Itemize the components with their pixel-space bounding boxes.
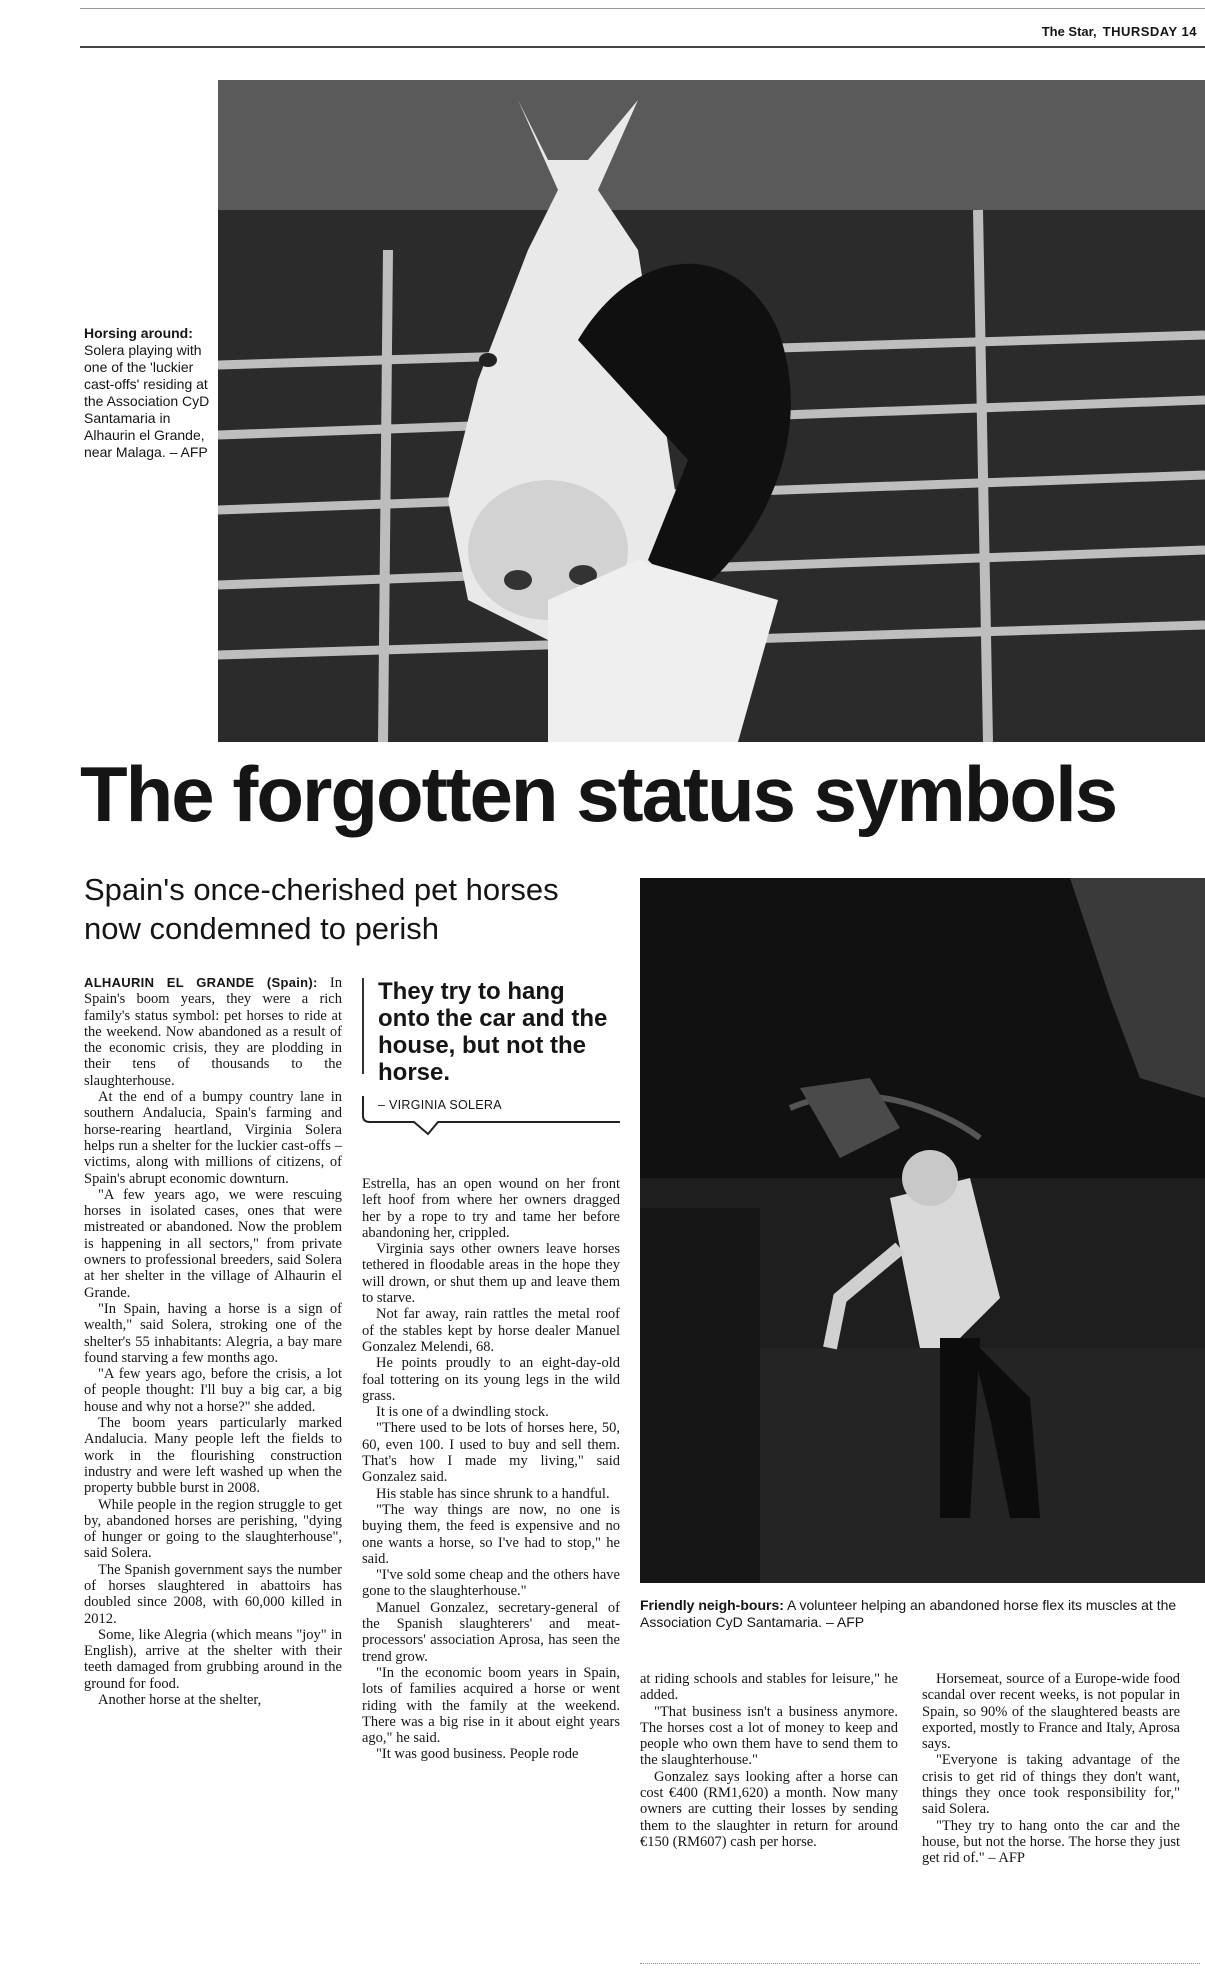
- paragraph: Manuel Gonzalez, secretary-general of the Spanish slaughterers' and meat-processors' association Aprosa, has seen the trend grow.: [362, 1599, 620, 1665]
- paragraph: [84, 975, 342, 1089]
- photo-caption-top: [84, 325, 210, 461]
- photo-horse-and-woman: [218, 80, 1205, 742]
- paragraph: "There used to be lots of horses here, 50, 60, even 100. I used to buy and sell them. That's how I made my living," said Gonzalez said.: [362, 1420, 620, 1486]
- paragraph: Virginia says other owners leave horses tethered in floodable areas in the hope they will drown, or shut them up and leave them to starve.: [362, 1241, 620, 1307]
- paragraph: "A few years ago, before the crisis, a lot of people thought: I'll buy a big car, a big house and why not a horse?" she added.: [84, 1366, 342, 1415]
- paragraph: Some, like Alegria (which means "joy" in English), arrive at the shelter with their teeth damaged from grubbing around in the ground for food.: [84, 1626, 342, 1692]
- paragraph: The boom years particularly marked Andalucia. Many people left the fields to work in the flourishing construction industry and were left washed up when the property bubble burst in 2008.: [84, 1415, 342, 1497]
- standfirst: Spain's once-cherished pet horses now condemned to perish: [84, 872, 559, 946]
- paragraph: "I've sold some cheap and the others have gone to the slaughterhouse.": [362, 1567, 620, 1600]
- paragraph: Not far away, rain rattles the metal roof of the stables kept by horse dealer Manuel Gonzalez Melendi, 68.: [362, 1306, 620, 1355]
- paragraph: He points proudly to an eight-day-old foal tottering on its young legs in the wild grass.: [362, 1355, 620, 1404]
- bottom-rule: [640, 1963, 1200, 1964]
- page-folio: [1042, 24, 1197, 39]
- photo-volunteer-with-horse: [640, 878, 1205, 1583]
- pull-quote-bar: [362, 978, 364, 1074]
- pull-quote-attribution: – VIRGINIA SOLERA: [378, 1098, 502, 1112]
- paragraph: Another horse at the shelter,: [98, 1692, 262, 1709]
- photo-volunteer-with-horse-illustration: [640, 878, 1205, 1583]
- headline: The forgotten status symbols: [80, 750, 1117, 838]
- top-rule: [80, 8, 1205, 9]
- paragraph: "Everyone is taking advantage of the crisis to get rid of things they don't want, things they once took responsibility for," said Solera.: [922, 1752, 1180, 1818]
- paragraph: Estrella, has an open wound on her front left hoof from where her owners dragged her by a rope to try and tame her before abandoning her, crippled.: [362, 1176, 620, 1241]
- photo-caption-bottom: [640, 1597, 1195, 1631]
- pull-quote: [362, 978, 620, 1112]
- paragraph: "In the economic boom years in Spain, lots of families acquired a horse or went riding with the family at the weekend. There was a big rise in it about eight years ago," he said.: [362, 1664, 620, 1747]
- caption-lead: Horsing around:: [84, 325, 193, 341]
- caption-text: A volunteer helping an abandoned horse flex its muscles at the Association CyD Santamaria. – AFP: [640, 1597, 1177, 1630]
- article-column-2: [362, 1176, 620, 1763]
- paragraph: at riding schools and stables for leisure," he added.: [640, 1671, 898, 1704]
- article-column-1: [84, 975, 342, 1708]
- caption-text: Solera playing with one of the 'luckier cast-offs' residing at the Association CyD Santamaria in Alhaurin el Grande, near Malaga. – AFP: [84, 342, 210, 460]
- article-column-3: [640, 1671, 898, 1850]
- paragraph: His stable has since shrunk to a handful.: [376, 1485, 610, 1502]
- paragraph: At the end of a bumpy country lane in southern Andalucia, Spain's farming and horse-rearing heartland, Virginia Solera helps run a shelter for the luckier cast-offs – victims, along with millions of citizens, of Spain's abrupt economic downturn.: [84, 1089, 342, 1187]
- paragraph: "The way things are now, no one is buying them, the feed is expensive and no one wants a horse, so I've had to stop," he said.: [362, 1501, 620, 1567]
- paragraph: "That business isn't a business anymore. The horses cost a lot of money to keep and people who own them have to send them to the slaughterhouse.": [640, 1703, 898, 1769]
- publication-name: The Star,: [1041, 24, 1097, 39]
- paragraph: "A few years ago, we were rescuing horses in isolated cases, ones that were mistreated or abandoned. Now the problem is happening in all sectors," from private owners to professional breeders, said Solera at her shelter in the village of Alhaurin el Grande.: [84, 1186, 342, 1301]
- paragraph: "In Spain, having a horse is a sign of wealth," said Solera, stroking one of the shelter's 55 inhabitants: Alegria, a bay mare found starving a few months ago.: [84, 1300, 342, 1366]
- paragraph-text: In Spain's boom years, they were a rich family's status symbol: pet horses to ride at the weekend. Now abandoned as a result of the economic crisis, they are plodding in their tens of thousands to the slaughterhouse.: [84, 975, 342, 1089]
- dateline: ALHAURIN EL GRANDE (Spain):: [84, 975, 318, 990]
- paragraph: It is one of a dwindling stock.: [376, 1404, 549, 1421]
- speech-bubble-tail-icon: [362, 1096, 620, 1136]
- pull-quote-text: They try to hang onto the car and the house, but not the horse.: [378, 978, 608, 1086]
- paragraph: The Spanish government says the number of horses slaughtered in abattoirs has doubled since 2008, with 60,000 killed in 2012.: [84, 1561, 342, 1627]
- article-column-4: [922, 1671, 1180, 1867]
- header-rule: [80, 46, 1205, 48]
- paragraph: "It was good business. People rode: [376, 1746, 579, 1763]
- paragraph: While people in the region struggle to get by, abandoned horses are perishing, "dying of hunger or going to the slaughterhouse", said Solera.: [84, 1496, 342, 1562]
- paragraph: "They try to hang onto the car and the house, but not the horse. The horse they just get rid of." – AFP: [922, 1817, 1180, 1867]
- paragraph: Horsemeat, source of a Europe-wide food scandal over recent weeks, is not popular in Spain, so 90% of the slaughtered beasts are exported, mostly to France and Italy, Aprosa says.: [922, 1671, 1180, 1753]
- paragraph: Gonzalez says looking after a horse can cost €400 (RM1,620) a month. Now many owners are cutting their losses by sending them to the slaughter in return for around €150 (RM607) cash per horse.: [640, 1768, 898, 1850]
- issue-date: THURSDAY 14: [1102, 24, 1197, 39]
- caption-lead: Friendly neigh-bours:: [640, 1597, 784, 1613]
- photo-horse-and-woman-illustration: [218, 80, 1205, 742]
